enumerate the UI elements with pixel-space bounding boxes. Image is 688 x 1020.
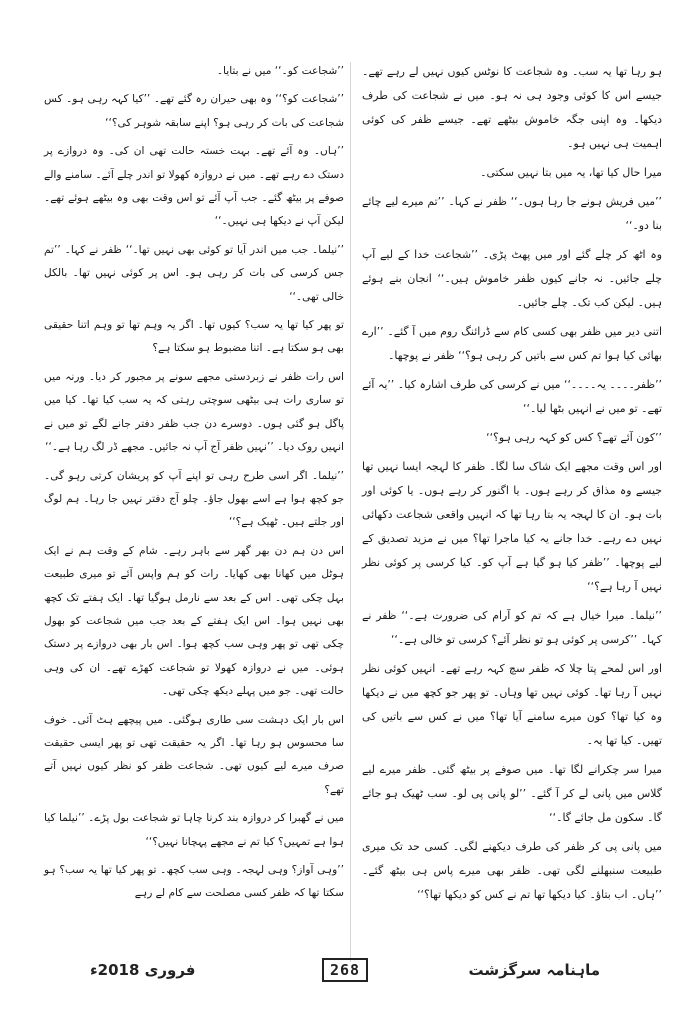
paragraph: ’’نیلما۔ میرا خیال ہے کہ تم کو آرام کی ضرورت ہے۔‘‘ ظفر نے کہا۔ ’’کرسی پر کوئی ہو تو نظر آئے؟ کرسی تو خالی ہے۔‘‘ xyxy=(362,609,662,646)
column-divider xyxy=(350,62,351,962)
page-number: 268 xyxy=(322,958,368,982)
paragraph: ہو رہا تھا یہ سب۔ وہ شجاعت کا نوٹس کیوں نہیں لے رہے تھے۔ جیسے اس کا کوئی وجود ہی نہ ہو۔ میں نے شجاعت کی طرف دیکھا۔ وہ اپنی جگہ خاموش بیٹھے تھے۔ جیسے ظفر کی کوئی اہمیت ہی نہیں ہو۔ xyxy=(362,65,662,150)
paragraph: اس دن ہم دن بھر گھر سے باہر رہے۔ شام کے وقت ہم نے ایک ہوٹل میں کھانا بھی کھایا۔ رات کو ہم واپس آئے تو میری طبیعت بہل چکی تھی۔ اس کے بعد سے نارمل ہوگیا تھا۔ ایک ہفتے تک کچھ بھی نہیں ہوا۔ اس ایک ہفتے کے بعد جب میں شجاعت کو بھول چکی تھی تو پھر وہی سب کچھ ہوا۔ اس بار بھی دروازے پر دستک ہوئی۔ میں نے دروازہ کھولا تو شجاعت کھڑے تھے۔ ان کی وہی حالت تھی۔ جو میں پہلے دیکھ چکی تھی۔ xyxy=(44,544,344,698)
paragraph: میں نے گھبرا کر دروازہ بند کرنا چاہا تو شجاعت بول پڑے۔ ’’نیلما کیا ہوا ہے تمہیں؟ کیا تم نے مجھے پہچانا نہیں؟‘‘ xyxy=(44,812,344,848)
paragraph: اس رات ظفر نے زبردستی مجھے سونے پر مجبور کر دیا۔ ورنہ میں تو ساری رات ہی بیٹھی سوچتی رہتی کہ یہ سب کیا تھا۔ کیا میں پاگل ہو گئی ہوں۔ دوسرے دن جب ظفر دفتر جانے لگے تو میں نے انہیں روک دیا۔ ’’نہیں ظفر آج آپ نہ جائیں۔ مجھے ڈر لگ رہا ہے۔‘‘ xyxy=(44,370,344,454)
paragraph: ’’وہی آواز؟ وہی لہجہ۔ وہی سب کچھ۔ تو پھر کیا تھا یہ سب؟ ہو سکتا تھا کہ ظفر کسی مصلحت سے کام لے رہے xyxy=(44,864,344,900)
paragraph: میرا حال کیا تھا، یہ میں بتا نہیں سکتی۔ xyxy=(480,166,662,179)
paragraph: میں پانی پی کر ظفر کی طرف دیکھنے لگی۔ کسی حد تک میری طبیعت سنبھلنے لگی تھی۔ ظفر بھی میرے پاس ہی بیٹھ گئے۔ ’’ہاں۔ اب بتاؤ۔ کیا دیکھا تھا تم نے کس کو دیکھا تھا؟‘‘ xyxy=(362,840,662,901)
issue-date: فروری 2018ء xyxy=(90,961,196,979)
paragraph: اتنی دیر میں ظفر بھی کسی کام سے ڈرائنگ روم میں آ گئے۔ ’’ارے بھائی کیا ہوا تم کس سے باتیں کر رہی ہو؟‘‘ ظفر نے پوچھا۔ xyxy=(362,325,662,362)
paragraph: وہ اٹھ کر چلے گئے اور میں پھٹ پڑی۔ ’’شجاعت خدا کے لیے آپ چلے جائیں۔ نہ جانے کیوں ظفر خاموش ہیں۔‘‘ انجان بنے ہوئے ہیں۔ لیکن کب تک۔ چلے جائیں۔ xyxy=(362,248,662,309)
text-column-left xyxy=(44,60,344,911)
paragraph: میرا سر چکرانے لگا تھا۔ میں صوفے پر بیٹھ گئی۔ ظفر میرے لیے گلاس میں پانی لے کر آ گئے۔ ’’لو پانی پی لو۔ سب ٹھیک ہو جائے گا۔ سکون مل جائے گا۔‘‘ xyxy=(362,763,662,824)
paragraph: ’’ظفر۔۔۔۔ یہ۔۔۔۔‘‘ میں نے کرسی کی طرف اشارہ کیا۔ ’’یہ آئے تھے۔ تو میں نے انہیں بٹھا لیا۔‘‘ xyxy=(362,378,662,415)
paragraph: ’’نیلما۔ اگر اسی طرح رہی تو اپنے آپ کو پریشان کرتی رہو گی۔ جو کچھ ہوا ہے اسے بھول جاؤ۔ چلو آج دفتر نہیں جا رہا۔ ہم لوگ اور جلتے ہیں۔ ٹھیک ہے؟‘‘ xyxy=(44,469,344,529)
paragraph: ’’ہاں۔ وہ آئے تھے۔ بہت خستہ حالت تھی ان کی۔ وہ دروازے پر دستک دے رہے تھے۔ میں نے دروازہ کھولا تو اندر چلے آئے۔ سامنے والے صوفے پر بیٹھ گئے۔ جب آپ آئے تو اس وقت بھی وہ بیٹھے ہوئے تھے۔ لیکن آپ نے دیکھا ہی نہیں۔‘‘ xyxy=(44,145,344,228)
paragraph: اور اس وقت مجھے ایک شاک سا لگا۔ ظفر کا لہجہ ایسا نہیں تھا جیسے وہ مذاق کر رہے ہوں۔ یا اگنور کر رہے ہوں۔ یا کوئی اور بات ہو۔ ان کا لہجہ یہ بتا رہا تھا کہ انہیں واقعی شجاعت دکھائی نہیں دے رہے۔ خدا جانے یہ کیا ماجرا تھا؟ میں نے مزید تصدیق کے لیے پوچھا۔ ’’ظفر کیا ہو گیا ہے آپ کو۔ کیا کرسی پر کوئی نظر نہیں آ رہا ہے؟‘‘ xyxy=(362,460,662,593)
paragraph: اس بار ایک دہشت سی طاری ہوگئی۔ میں پیچھے ہٹ آئی۔ خوف سا محسوس ہو رہا تھا۔ اگر یہ حقیقت تھی تو پھر ایسی حقیقت صرف میرے لیے کیوں تھی۔ شجاعت ظفر کو نظر کیوں نہیں آتے تھے؟ xyxy=(44,713,344,796)
paragraph: اور اس لمحے پتا چلا کہ ظفر سچ کہہ رہے تھے۔ انہیں کوئی نظر نہیں آ رہا تھا۔ کوئی نہیں تھا وہاں۔ تو پھر جو کچھ میں نے دیکھا وہ کیا تھا؟ کون میرے سامنے آیا تھا؟ میں نے کس سے باتیں کی تھیں۔ کیا تھا یہ۔ xyxy=(362,662,662,747)
magazine-name: ماہنامہ سرگزشت xyxy=(468,961,600,979)
paragraph: ’’شجاعت کو۔‘‘ میں نے بتایا۔ xyxy=(216,65,344,77)
paragraph: ’’نیلما۔ جب میں اندر آیا تو کوئی بھی نہیں تھا۔‘‘ ظفر نے کہا۔ ’’تم جس کرسی کی بات کر رہی ہو۔ اس پر کوئی نہیں تھا۔ بالکل خالی تھی۔‘‘ xyxy=(44,243,344,303)
paragraph: تو پھر کیا تھا یہ سب؟ کیوں تھا۔ اگر یہ وہم تھا تو وہم اتنا حقیقی بھی ہو سکتا ہے۔ اتنا مضبوط ہو سکتا ہے؟ xyxy=(44,319,344,355)
text-column-right xyxy=(362,60,662,912)
paragraph: ’’شجاعت کو؟‘‘ وہ بھی حیران رہ گئے تھے۔ ’’کیا کہہ رہی ہو۔ کس شجاعت کی بات کر رہی ہو؟ اپنے سابقہ شوہر کی؟‘‘ xyxy=(44,93,344,129)
paragraph: ’’کون آئے تھے؟ کس کو کہہ رہی ہو؟‘‘ xyxy=(486,431,662,444)
paragraph: ’’میں فریش ہونے جا رہا ہوں۔‘‘ ظفر نے کہا۔ ’’تم میرے لیے چائے بنا دو۔‘‘ xyxy=(362,195,662,232)
page-footer xyxy=(40,958,650,988)
